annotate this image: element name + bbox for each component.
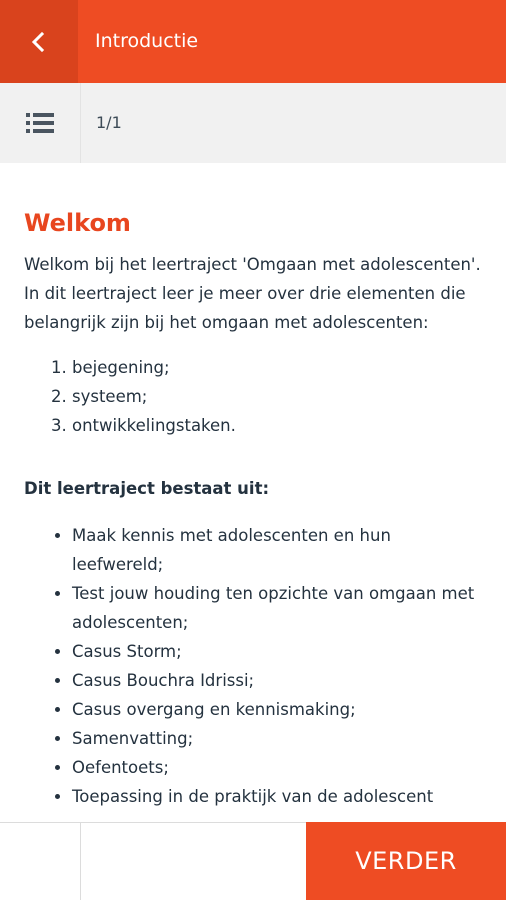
chevron-left-icon <box>28 31 50 53</box>
bottom-bar <box>0 822 506 900</box>
list-item: • Casus overgang en kennismaking; <box>72 695 484 724</box>
next-button[interactable]: VERDER <box>306 822 506 900</box>
list-item: • Oefentoets; <box>72 753 484 782</box>
lesson-content <box>24 208 484 811</box>
chapter-list-button[interactable] <box>0 83 81 163</box>
list-item: • Casus Storm; <box>72 637 484 666</box>
bottom-middle-cell <box>81 822 307 900</box>
bottom-left-cell <box>0 822 81 900</box>
list-item: • Casus Bouchra Idrissi; <box>72 666 484 695</box>
sub-toolbar <box>0 83 506 163</box>
list-item: • Toepassing in de praktijk van de adolescent <box>72 782 484 811</box>
list-item: • Test jouw houding ten opzichte van omgaan met adolescenten; <box>72 579 484 637</box>
intro-text: Welkom bij het leertraject 'Omgaan met adolescenten'. In dit leertraject leer je meer over drie elementen die belangrijk zijn bij het omgaan met adolescenten: <box>24 255 481 332</box>
list-item: 2. systeem; <box>72 382 484 411</box>
parts-list <box>24 521 484 811</box>
list-item: 3. ontwikkelingstaken. <box>72 411 484 440</box>
section-heading: Welkom <box>24 209 131 237</box>
list-item: 1. bejegening; <box>72 353 484 382</box>
subheading: Dit leertraject bestaat uit: <box>24 479 270 498</box>
page-indicator: 1/1 <box>96 113 122 132</box>
list-item: • Maak kennis met adolescenten en hun leefwereld; <box>72 521 484 579</box>
app-header <box>0 0 506 83</box>
list-item: • Samenvatting; <box>72 724 484 753</box>
elements-list <box>24 353 484 440</box>
back-button[interactable] <box>0 0 78 83</box>
page-title: Introductie <box>95 30 199 52</box>
list-icon <box>26 112 54 134</box>
